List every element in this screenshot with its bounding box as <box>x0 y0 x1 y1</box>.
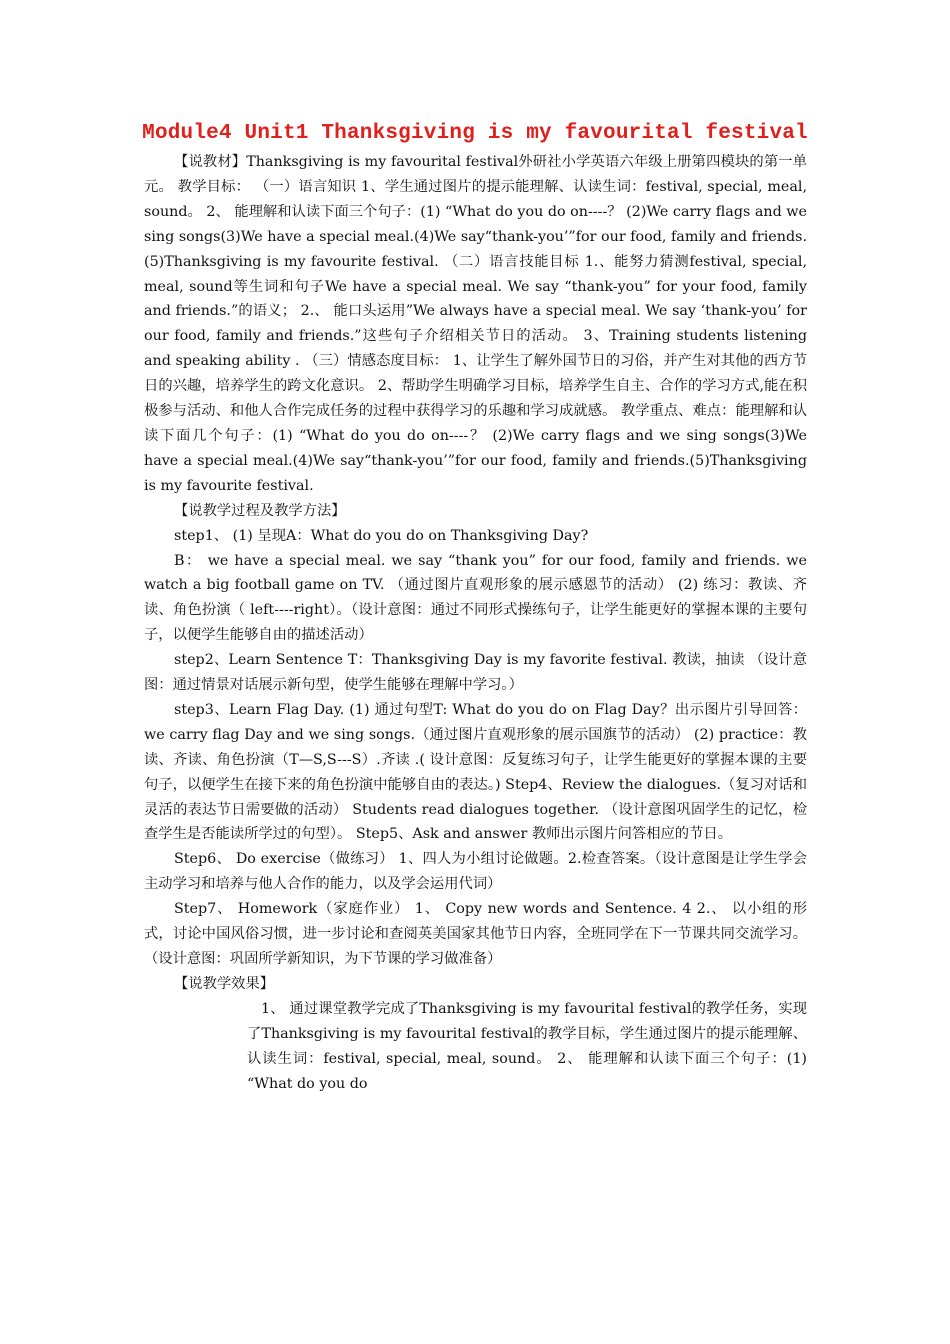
paragraph-step2: step2、Learn Sentence T：Thanksgiving Day is my favorite festival. 教读，抽读 （设计意图：通过情景对话展示新句型，使学生能够在理解中学习。） <box>144 652 807 694</box>
paragraph-step6: Step6、 Do exercise（做练习） 1、四人为小组讨论做题。2.检查答案。（设计意图是让学生学会主动学习和培养与他人合作的能力，以及学会运用代词） <box>144 851 807 893</box>
section-heading-effect: 【说教学效果】 <box>174 975 275 992</box>
paragraph-step1: step1、 (1) 呈现A：What do you do on Thanksgiving Day? <box>174 527 589 544</box>
paragraph-step7: Step7、 Homework（家庭作业） 1、 Copy new words and Sentence. 4 2.、 以小组的形式，讨论中国风俗习惯，进一步讨论和查阅英美国家其他节日内容，全班同学在下一节课共同交流学习。 （设计意图：巩固所学新知识，为下节课的学习做准备） <box>144 901 807 967</box>
document-body <box>144 150 807 1096</box>
document-title: Module4 Unit1 Thanksgiving is my favourital festival <box>142 122 808 145</box>
paragraph-effect-1: 1、 通过课堂教学完成了Thanksgiving is my favourital festival的教学任务，实现了Thanksgiving is my favourital festival的教学目标，学生通过图片的提示能理解、认读生词：festival, special, meal, sound。 2、 能理解和认读下面三个句子：(1) “What do you do <box>247 1000 807 1092</box>
paragraph-step1-b: B： we have a special meal. we say “thank you” for our food, family and friends. we watch a big football game on TV. （通过图片直观形象的展示感恩节的活动） (2) 练习：教读、齐读、角色扮演（ left----right）。（设计意图：通过不同形式操练句子，让学生能更好的掌握本课的主要句子，以便学生能够自由的描述活动） <box>144 552 807 644</box>
section-heading-process: 【说教学过程及教学方法】 <box>174 502 346 519</box>
paragraph-textbook: 【说教材】Thanksgiving is my favourital festival外研社小学英语六年级上册第四模块的第一单元。 教学目标： （一）语言知识 1、学生通过图片的提示能理解、认读生词：festival, special, meal, sound。 2、 能理解和认读下面三个句子：(1) “What do you do on----？ (2)We carry flags and we sing songs(3)We have a special meal.(4)We say“thank-you’”for our food, family and friends.(5)Thanksgiving is my favourite festival. （二）语言技能目标 1.、能努力猜测festival, special, meal, sound等生词和句子We have a special meal. We say “thank-you” for your food, family and friends.”的语义； 2.、 能口头运用”We always have a special meal. We say ‘thank-you’ for our food, family and friends.”这些句子介绍相关节日的活动。 3、Training students listening and speaking ability . （三）情感态度目标： 1、让学生了解外国节日的习俗，并产生对其他的西方节日的兴趣，培养学生的跨文化意识。 2、帮助学生明确学习目标，培养学生自主、合作的学习方式,能在积极参与活动、和他人合作完成任务的过程中获得学习的乐趣和学习成就感。 教学重点、难点：能理解和认读下面几个句子：(1) “What do you do on----？ (2)We carry flags and we sing songs(3)We have a special meal.(4)We say“thank-you’”for our food, family and friends.(5)Thanksgiving is my favourite festival. <box>144 154 807 494</box>
paragraph-step3: step3、Learn Flag Day. (1) 通过句型T: What do you do on Flag Day？出示图片引导回答：we carry flag Day and we sing songs.（通过图片直观形象的展示国旗节的活动） (2) practice：教读、齐读、角色扮演（T—S,S---S）.齐读 .( 设计意图：反复练习句子，让学生能更好的掌握本课的主要句子，以便学生在接下来的角色扮演中能够自由的表达。) Step4、Review the dialogues.（复习对话和灵活的表达节日需要做的活动） Students read dialogues together. （设计意图巩固学生的记忆，检查学生是否能读所学过的句型）。 Step5、Ask and answer 教师出示图片问答相应的节日。 <box>144 701 807 843</box>
